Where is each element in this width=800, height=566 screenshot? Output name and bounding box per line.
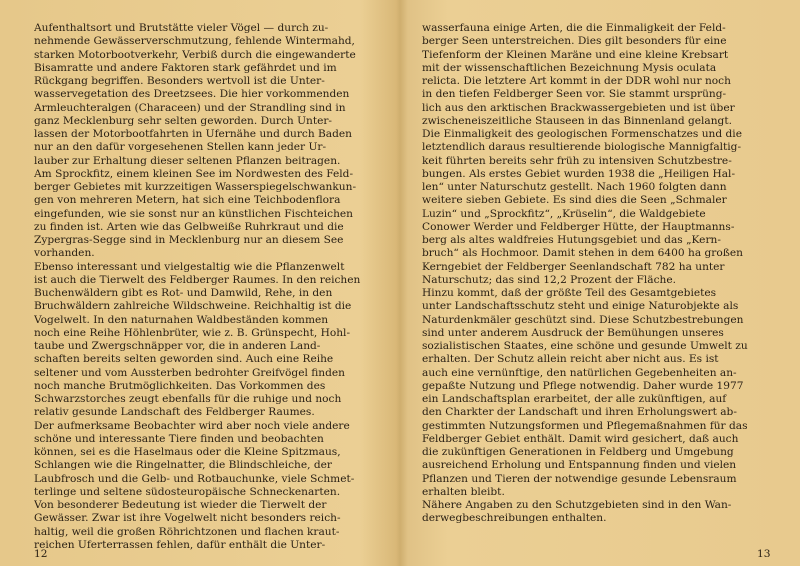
text-line: Ebenso interessant und vielgestaltig wie die Pflanzenwelt	[34, 260, 345, 273]
text-line: Schwarzstorches zeugt ebenfalls für die ruhige und noch	[34, 393, 342, 405]
text-line: mit der wissenschaftlichen Bezeichnung Mysis oculata	[422, 61, 717, 74]
text-line: seltener und vom Aussterben bedrohter Greifvögel finden	[34, 366, 345, 379]
text-line: Armleuchteralgen (Characeen) und der Strandling sind in	[34, 101, 346, 114]
text-line: relicta. Die letztere Art kommt in der DDR wohl nur noch	[422, 75, 731, 87]
text-line: sind unter anderem Ausdruck der Bemühungen unseres	[422, 326, 724, 339]
text-line: ganz Mecklenburg sehr selten geworden. Durch Unter-	[34, 114, 333, 127]
text-line: Pflanzen und Tieren der notwendige gesunde Lebensraum	[422, 472, 737, 485]
text-line: lauber zur Erhaltung dieser seltenen Pflanzen beitragen.	[34, 154, 341, 167]
text-line: Bisamratte und andere Faktoren stark gefährdet und im	[34, 61, 337, 74]
text-line: Nähere Angaben zu den Schutzgebieten sind in den Wan-	[422, 499, 732, 511]
text-line: starken Motorbootverkehr, Verbiß durch die eingewanderte	[34, 48, 356, 61]
text-line: noch eine Reihe Höhlenbrüter, wie z. B. Grünspecht, Hohl-	[34, 326, 351, 339]
text-line: erhalten. Der Schutz allein reicht aber nicht aus. Es ist	[422, 353, 719, 366]
right-page-text	[422, 22, 777, 526]
text-line: vorhanden.	[34, 247, 95, 260]
text-line: sozialistischen Staates, eine schöne und gesunde Umwelt zu	[422, 340, 748, 352]
text-line: noch manche Brutmöglichkeiten. Das Vorkommen des	[34, 379, 326, 392]
text-line: Naturdenkmäler geschützt sind. Diese Schutzbestrebungen	[422, 313, 744, 326]
text-line: Tiefenform der Kleinen Maräne und eine kleine Krebsart	[422, 48, 729, 61]
right-page	[400, 0, 800, 566]
text-line: weitere sieben Gebiete. Es sind dies die Seen „Schmaler	[422, 194, 727, 207]
right-page-number: 13	[757, 548, 771, 560]
left-page-text	[34, 22, 388, 552]
text-line: letztendlich daraus resultierende biologische Mannigfaltig-	[422, 141, 742, 154]
text-line: die zukünftigen Generationen in Feldberg und Umgebung	[422, 446, 734, 458]
text-line: Naturschutz; das sind 12,2 Prozent der Fläche.	[422, 273, 676, 286]
text-line: schaften bereits selten geworden sind. Auch eine Reihe	[34, 353, 334, 366]
text-line: zwischeneiszeitliche Stauseen in das Binnenland gelangt.	[422, 114, 732, 127]
left-page-number: 12	[34, 548, 48, 560]
text-line: Kerngebiet der Feldberger Seenlandschaft 782 ha unter	[422, 260, 725, 273]
text-line: eingefunden, wie sie sonst nur an künstlichen Fischteichen	[34, 207, 353, 220]
text-line: berg als altes waldfreies Hutungsgebiet und das „Kern-	[422, 234, 721, 246]
text-line: Rückgang begriffen. Besonders wertvoll ist die Unter-	[34, 75, 325, 87]
text-line: relativ gesunde Landschaft des Feldberger Raumes.	[34, 406, 315, 419]
text-line: unter Landschaftsschutz steht und einige Naturobjekte als	[422, 300, 739, 313]
text-line: Schlangen wie die Ringelnatter, die Blindschleiche, der	[34, 459, 332, 472]
text-line: zu finden ist. Arten wie das Gelbweiße Ruhrkraut und die	[34, 220, 344, 233]
text-line: können, sei es die Haselmaus oder die Kleine Spitzmaus,	[34, 446, 341, 458]
text-line: den Charkter der Landschaft und ihren Erholungswert ab-	[422, 406, 737, 419]
text-line: lassen der Motorbootfahrten in Ufernähe und durch Baden	[34, 128, 352, 140]
text-line: Der aufmerksame Beobachter wird aber noch viele andere	[34, 419, 350, 432]
text-line: wasservegetation des Dreetzsees. Die hier vorkommenden	[34, 88, 350, 101]
text-line: schöne und interessante Tiere finden und beobachten	[34, 432, 324, 445]
text-line: gepaßte Nutzung und Pflege notwendig. Daher wurde 1977	[422, 379, 744, 392]
text-line: taube und Zwergschnäpper vor, die in anderen Land-	[34, 340, 321, 352]
text-line: ausreichend Erholung und Entspannung finden und vielen	[422, 459, 737, 472]
text-line: nur an den dafür vorgesehenen Stellen kann jeder Ur-	[34, 141, 327, 154]
text-line: Conower Werder und Feldberger Hütte, der Hauptmanns-	[422, 220, 735, 233]
text-line: haltig, weil die großen Röhrichtzonen und flachen kraut-	[34, 525, 340, 538]
text-line: gestimmten Nutzungsformen und Pflegemaßnahmen für das	[422, 419, 748, 432]
text-line: bruch“ als Hochmoor. Damit stehen in dem 6400 ha großen	[422, 247, 743, 260]
text-line: gen von mehreren Metern, hat sich eine Teichbodenflora	[34, 194, 341, 207]
text-line: Feldberger Gebiet enthält. Damit wird gesichert, daß auch	[422, 432, 739, 445]
text-line: Die Einmaligkeit des geologischen Formenschatzes und die	[422, 128, 742, 140]
text-line: ist auch die Tierwelt des Feldberger Raumes. In den reichen	[34, 273, 361, 286]
text-line: lich aus den arktischen Brackwassergebieten und ist über	[422, 101, 735, 114]
text-line: wasserfauna einige Arten, die die Einmaligkeit der Feld-	[422, 22, 726, 34]
text-line: Aufenthaltsort und Brutstätte vieler Vögel — durch zu-	[34, 22, 329, 34]
text-line: ein Landschaftsplan erarbeitet, der alle zukünftigen, auf	[422, 393, 727, 405]
text-line: Laubfrosch und die Gelb- und Rotbauchunke, viele Schmet-	[34, 472, 355, 485]
text-line: berger Seen unterstreichen. Dies gilt besonders für eine	[422, 35, 727, 48]
text-line: derwegbeschreibungen enthalten.	[422, 512, 607, 525]
text-line: auch eine vernünftige, den natürlichen Gegebenheiten an-	[422, 366, 737, 379]
text-line: keit führten bereits sehr früh zu intensiven Schutzbestre-	[422, 154, 732, 167]
text-line: Bruchwäldern zahlreiche Wildschweine. Reichhaltig ist die	[34, 300, 352, 313]
text-line: Am Sprockfitz, einem kleinen See im Nordwesten des Feld-	[34, 167, 354, 180]
text-line: Luzin“ und „Sprockfitz“, „Krüselin“, die Waldgebiete	[422, 207, 706, 220]
text-line: Zypergras-Segge sind in Mecklenburg nur an diesem See	[34, 234, 344, 246]
text-line: Buchenwäldern gibt es Rot- und Damwild, Rehe, in den	[34, 287, 333, 299]
text-line: bungen. Als erstes Gebiet wurden 1938 die „Heiligen Hal-	[422, 167, 736, 180]
text-line: terlinge und seltene südosteuropäische Schneckenarten.	[34, 485, 341, 498]
text-line: Vogelwelt. In den naturnahen Waldbeständen kommen	[34, 313, 329, 326]
text-line: Gewässer. Zwar ist ihre Vogelwelt nicht besonders reich-	[34, 512, 341, 525]
text-line: erhalten bleibt.	[422, 485, 505, 498]
text-line: Von besonderer Bedeutung ist wieder die Tierwelt der	[34, 499, 327, 511]
text-line: berger Gebietes mit kurzzeitigen Wasserspiegelschwankun-	[34, 181, 357, 193]
text-line: len“ unter Naturschutz gestellt. Nach 1960 folgten dann	[422, 181, 727, 193]
text-line: Hinzu kommt, daß der größte Teil des Gesamtgebietes	[422, 287, 717, 299]
text-line: in den tiefen Feldberger Seen vor. Sie stammt ursprüng-	[422, 88, 727, 101]
text-line: nehmende Gewässerverschmutzung, fehlende Wintermahd,	[34, 35, 355, 48]
text-line: reichen Uferterrassen fehlen, dafür enthält die Unter-	[34, 538, 326, 551]
